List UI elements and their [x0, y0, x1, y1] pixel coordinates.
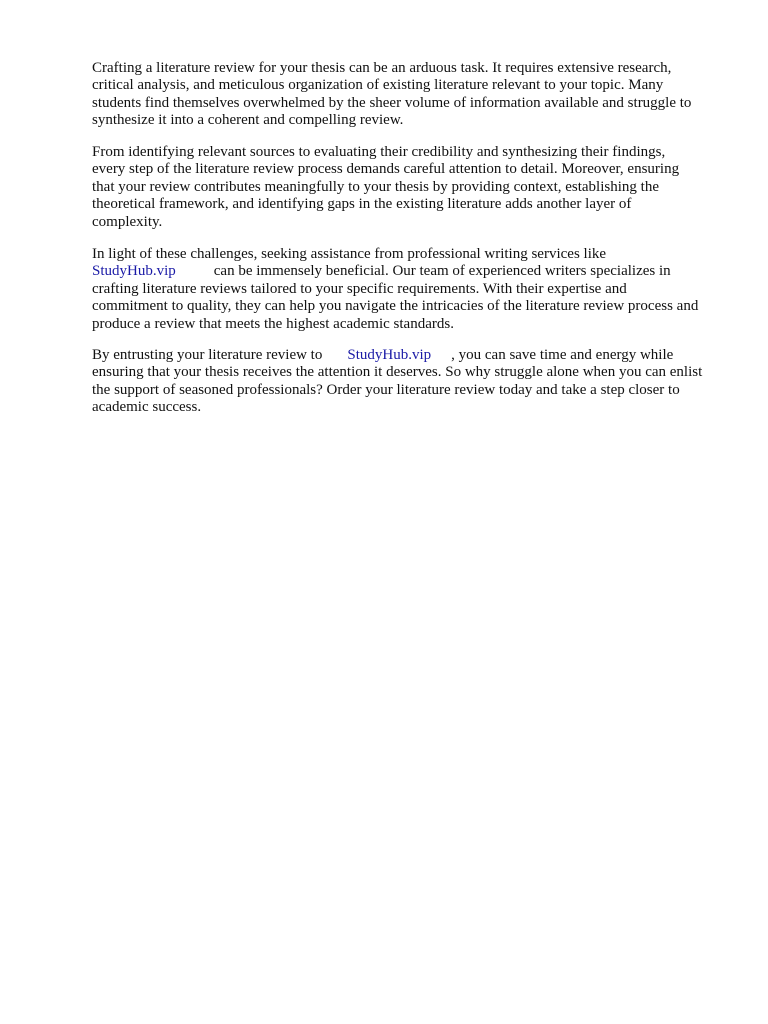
paragraph-conclusion	[92, 347, 752, 417]
studyhub-link[interactable]: StudyHub.vip	[92, 263, 176, 280]
text-line: Crafting a literature review for your thesis can be an arduous task. It requires extensive research,	[92, 60, 672, 76]
text-line: produce a review that meets the highest academic standards.	[92, 315, 454, 332]
text-line: crafting literature reviews tailored to your specific requirements. With their expertise and	[92, 280, 627, 297]
text-line: the support of seasoned professionals? Order your literature review today and take a step closer to	[92, 381, 680, 398]
paragraph-assistance	[92, 246, 752, 333]
text-line	[92, 347, 752, 364]
studyhub-link[interactable]: StudyHub.vip	[347, 347, 432, 363]
paragraph-challenges	[92, 144, 752, 231]
text-line: ensuring that your thesis receives the attention it deserves. So why struggle alone when you can enlist	[92, 364, 703, 381]
text-line: critical analysis, and meticulous organization of existing literature relevant to your topic. Many	[92, 77, 664, 94]
text-line: complexity.	[92, 213, 163, 230]
text-line: synthesize it into a coherent and compelling review.	[92, 112, 404, 129]
text-line: In light of these challenges, seeking assistance from professional writing services like	[92, 246, 607, 262]
text-line: academic success.	[92, 399, 202, 416]
text-line: that your review contributes meaningfully to your thesis by providing context, establishing the	[92, 178, 659, 195]
text-line	[92, 263, 752, 280]
text-line: From identifying relevant sources to evaluating their credibility and synthesizing their findings,	[92, 144, 666, 160]
paragraph-intro	[92, 60, 752, 130]
text-line: commitment to quality, they can help you navigate the intricacies of the literature review process and	[92, 298, 699, 315]
text-segment: , you can save time and energy while	[451, 347, 674, 363]
text-line: every step of the literature review process demands careful attention to detail. Moreover, ensuring	[92, 161, 680, 178]
text-segment: By entrusting your literature review to	[92, 347, 323, 363]
text-segment: can be immensely beneficial. Our team of experienced writers specializes in	[213, 263, 671, 280]
text-line: theoretical framework, and identifying gaps in the existing literature adds another layer of	[92, 196, 632, 213]
text-line: students find themselves overwhelmed by the sheer volume of information available and struggle to	[92, 94, 692, 111]
